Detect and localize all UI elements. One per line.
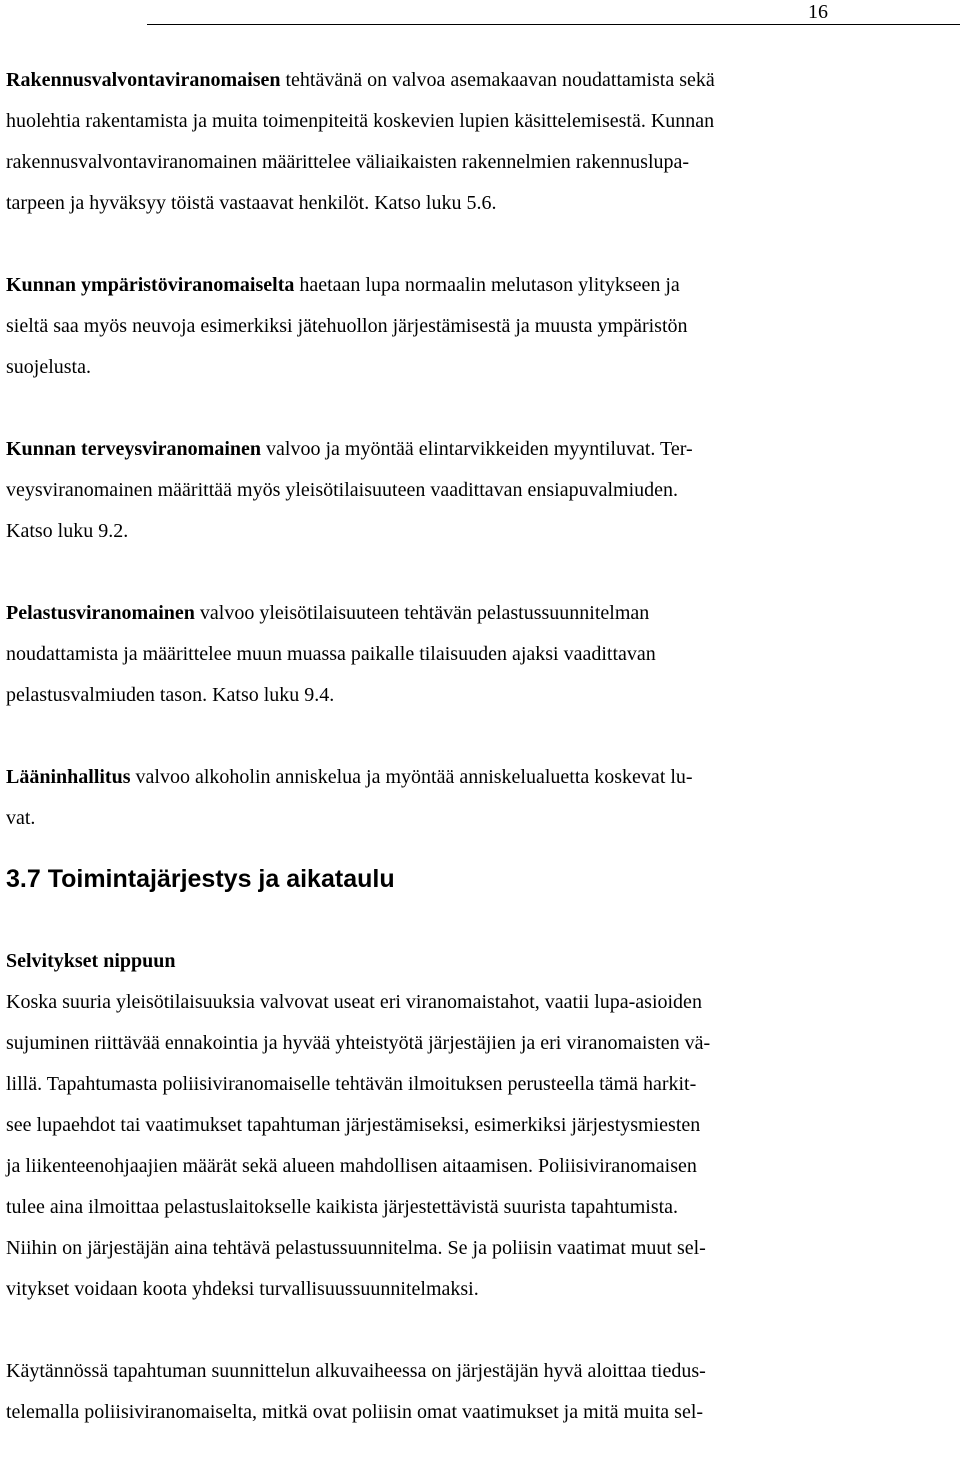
paragraph-terveys	[6, 429, 946, 552]
text-line: rakennusvalvontaviranomainen määrittelee väliaikaisten rakennelmien rakennuslupa-	[6, 151, 690, 173]
body-paragraph	[6, 1351, 946, 1433]
paragraph-ymparisto	[6, 265, 946, 388]
text-line: valvoo alkoholin anniskelua ja myöntää anniskelualuetta koskevat lu-	[130, 766, 693, 788]
text-line: noudattamista ja määrittelee muun muassa paikalle tilaisuuden ajaksi vaadittavan	[6, 643, 656, 665]
text-line: tulee aina ilmoittaa pelastuslaitokselle kaikista järjestettävistä suurista tapahtumista.	[6, 1196, 679, 1218]
text-line: Koska suuria yleisötilaisuuksia valvovat useat eri viranomaistahot, vaatii lupa-asioiden	[6, 991, 702, 1013]
term-laaninhallitus: Lääninhallitus	[6, 766, 131, 788]
text-line: veysviranomainen määrittää myös yleisötilaisuuteen vaadittavan ensiapuvalmiuden.	[6, 479, 679, 501]
body-paragraph	[6, 982, 946, 1310]
header-rule	[147, 24, 960, 25]
text-line: Käytännössä tapahtuman suunnittelun alkuvaiheessa on järjestäjän hyvä aloittaa tiedus-	[6, 1360, 706, 1382]
text-line: Niihin on järjestäjän aina tehtävä pelastussuunnitelma. Se ja poliisin vaatimat muut sel-	[6, 1237, 706, 1259]
paragraph-pelastus	[6, 593, 946, 716]
text-line: valvoo yleisötilaisuuteen tehtävän pelastussuunnitelman	[194, 602, 650, 624]
text-line: lillä. Tapahtumasta poliisiviranomaiselle tehtävän ilmoituksen perusteella tämä harkit-	[6, 1073, 697, 1095]
text-line: haetaan lupa normaalin melutason ylitykseen ja	[294, 274, 680, 296]
text-line: ja liikenteenohjaajien määrät sekä alueen mahdollisen aitaamisen. Poliisiviranomaisen	[6, 1155, 697, 1177]
term-ymparisto: Kunnan ympäristöviranomaiselta	[6, 274, 295, 296]
text-line: sujuminen riittävää ennakointia ja hyvää yhteistyötä järjestäjien ja eri viranomaisten vä-	[6, 1032, 711, 1054]
term-rakennusvalvonta: Rakennusvalvontaviranomaisen	[6, 69, 281, 91]
subsection-heading: Selvitykset nippuun	[6, 950, 176, 972]
section-heading: 3.7 Toimintajärjestys ja aikataulu	[6, 865, 395, 893]
text-line: vitykset voidaan koota yhdeksi turvallisuussuunnitelmaksi.	[6, 1278, 479, 1300]
text-line: tehtävänä on valvoa asemakaavan noudattamista sekä	[280, 69, 715, 91]
text-line: suojelusta.	[6, 356, 91, 378]
page-number: 16	[808, 1, 828, 23]
text-line: huolehtia rakentamista ja muita toimenpiteitä koskevien lupien käsittelemisestä. Kunnan	[6, 110, 715, 132]
text-line: telemalla poliisiviranomaiselta, mitkä ovat poliisin omat vaatimukset ja mitä muita sel-	[6, 1401, 704, 1423]
text-line: Katso luku 9.2.	[6, 520, 129, 542]
paragraph-rakennusvalvonta	[6, 60, 946, 224]
term-terveys: Kunnan terveysviranomainen	[6, 438, 262, 460]
text-line: see lupaehdot tai vaatimukset tapahtuman järjestämiseksi, esimerkiksi järjestysmiesten	[6, 1114, 701, 1136]
text-line: valvoo ja myöntää elintarvikkeiden myyntiluvat. Ter-	[261, 438, 693, 460]
document-body	[6, 60, 946, 1474]
text-line: vat.	[6, 807, 36, 829]
text-line: pelastusvalmiuden tason. Katso luku 9.4.	[6, 684, 335, 706]
paragraph-laaninhallitus	[6, 757, 946, 839]
term-pelastus: Pelastusviranomainen	[6, 602, 195, 624]
text-line: tarpeen ja hyväksyy töistä vastaavat henkilöt. Katso luku 5.6.	[6, 192, 497, 214]
text-line: sieltä saa myös neuvoja esimerkiksi jätehuollon järjestämisestä ja muusta ympäristön	[6, 315, 688, 337]
